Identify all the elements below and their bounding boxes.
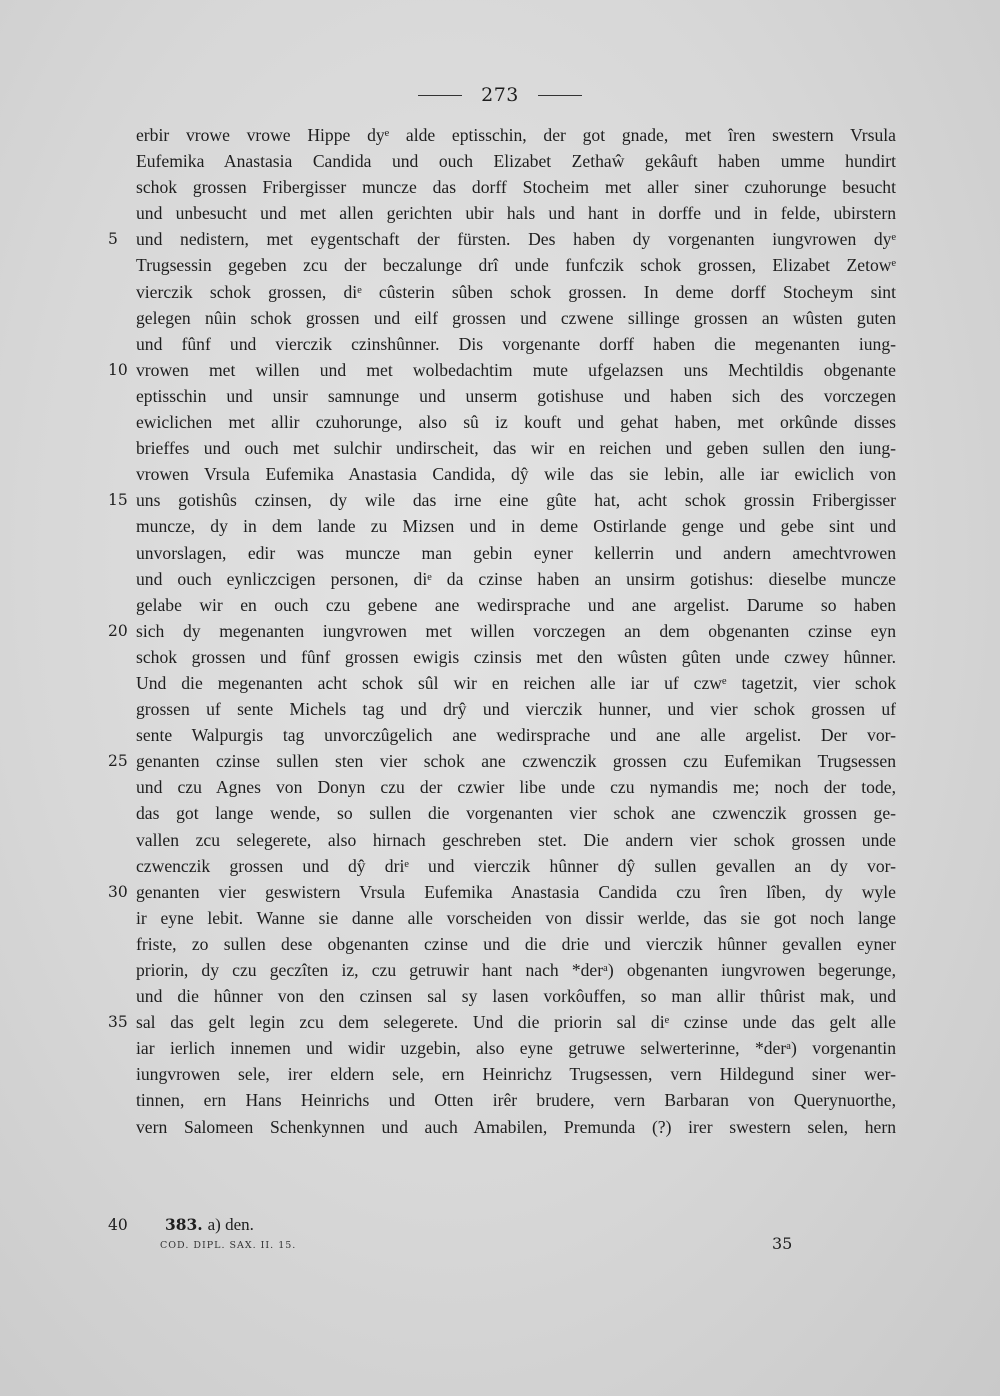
text-line xyxy=(0,513,1000,539)
text-line xyxy=(0,566,1000,592)
text-line xyxy=(0,279,1000,305)
text-line xyxy=(0,748,1000,774)
line-number: 25 xyxy=(108,752,128,771)
line-number: 15 xyxy=(108,491,128,510)
text-line xyxy=(0,592,1000,618)
line-number: 30 xyxy=(108,882,128,901)
line-number: 35 xyxy=(108,1013,128,1032)
line-text: und nedistern, met eygentschaft der fürsten. Des haben dy vorgenanten iungvrowen dyᵉ xyxy=(136,229,896,250)
line-text: brieffes und ouch met sulchir undirscheit, das wir en reichen und geben sullen den iung- xyxy=(136,438,896,459)
line-text: und unbesucht und met allen gerichten ubir hals und hant in dorffe und in felde, ubirstern xyxy=(136,203,896,224)
sheet-number: 35 xyxy=(772,1234,793,1253)
text-line xyxy=(0,827,1000,853)
text-line xyxy=(0,905,1000,931)
text-line xyxy=(0,409,1000,435)
text-line xyxy=(0,774,1000,800)
line-text: schok grossen Fribergisser muncze das dorff Stocheim met aller siner czuhorunge besucht xyxy=(136,177,896,198)
text-line xyxy=(0,1061,1000,1087)
text-line xyxy=(0,331,1000,357)
page-number: 273 xyxy=(481,84,519,106)
line-text: tinnen, ern Hans Heinrichs und Otten irêr brudere, vern Barbaran von Querynuorthe, xyxy=(136,1090,896,1111)
printer-signature: COD. DIPL. SAX. II. 15. xyxy=(160,1240,297,1251)
line-text: und czu Agnes von Donyn czu der czwier libe unde czu nymandis me; noch der tode, xyxy=(136,777,896,798)
text-line xyxy=(0,148,1000,174)
line-text: vern Salomeen Schenkynnen und auch Amabilen, Premunda (?) irer swestern selen, hern xyxy=(136,1116,896,1137)
line-text: und fûnf und vierczik czinshûnner. Dis vorgenante dorff haben die megenanten iung- xyxy=(136,333,896,354)
line-text: sich dy megenanten iungvrowen met willen vorczegen an dem obgenanten czinse eyn xyxy=(136,620,896,641)
text-line xyxy=(0,252,1000,278)
line-text: czwenczik grossen und dŷ driᵉ und vierczik hûnner dŷ sullen gevallen an dy vor- xyxy=(136,855,896,876)
line-number: 10 xyxy=(108,360,128,379)
footnote-text: a) den. xyxy=(207,1215,254,1234)
text-line xyxy=(0,696,1000,722)
text-line xyxy=(0,174,1000,200)
footnote-document-ref: 383. xyxy=(164,1215,203,1234)
text-line xyxy=(0,879,1000,905)
text-line xyxy=(0,1087,1000,1113)
text-line xyxy=(0,644,1000,670)
line-text: uns gotishûs czinsen, dy wile das irne eine gûte hat, acht schok grossin Fribergisser xyxy=(136,490,896,511)
line-text: vallen zcu selegerete, also hirnach geschreben stet. Die andern vier schok grossen unde xyxy=(136,829,896,850)
text-line xyxy=(0,461,1000,487)
text-line xyxy=(0,383,1000,409)
line-text: friste, zo sullen dese obgenanten czinse und die drie und vierczik hûnner gevallen eyner xyxy=(136,933,896,954)
line-text: ewiclichen met allir czuhorunge, also sû iz kouft und gehat haben, met orkûnde disses xyxy=(136,412,896,433)
footnote-line-number: 40 xyxy=(108,1216,128,1234)
text-line xyxy=(0,618,1000,644)
line-text: iungvrowen sele, irer eldern sele, ern Heinrichz Trugsessen, vern Hildegund siner wer- xyxy=(136,1064,896,1085)
text-line xyxy=(0,435,1000,461)
line-text: erbir vrowe vrowe Hippe dyᵉ alde eptisschin, der got gnade, met îren swestern Vrsula xyxy=(136,125,896,145)
line-text: und ouch eynliczcigen personen, diᵉ da czinse haben an unsirm gotishus: dieselbe muncze xyxy=(136,568,896,589)
header-rule-left xyxy=(418,95,462,96)
line-text: schok grossen und fûnf grossen ewigis czinsis met den wûsten gûten unde czwey hûnner. xyxy=(136,646,896,667)
line-text: sal das gelt legin zcu dem selegerete. Und die priorin sal diᵉ czinse unde das gelt alle xyxy=(136,1012,896,1033)
header-rule-right xyxy=(538,95,582,96)
text-line xyxy=(0,1035,1000,1061)
line-text: vrowen met willen und met wolbedachtim mute ufgelazsen uns Mechtildis obgenante xyxy=(136,359,896,380)
line-text: vierczik schok grossen, diᵉ cûsterin sûben schok grossen. In deme dorff Stocheym sint xyxy=(136,281,896,302)
body-text xyxy=(0,122,1000,1140)
line-text: eptisschin und unsir samnunge und unserm gotishuse und haben sich des vorczegen xyxy=(136,385,896,406)
text-line xyxy=(0,957,1000,983)
text-line xyxy=(0,122,1000,148)
footnote xyxy=(108,1213,254,1237)
text-line xyxy=(0,1009,1000,1035)
line-text: grossen uf sente Michels tag und drŷ und vierczik hunner, und vier schok grossen uf xyxy=(136,699,896,720)
line-text: priorin, dy czu geczîten iz, czu getruwir hant nach *derᵃ) obgenanten iungvrowen begerunge, xyxy=(136,960,896,980)
line-text: genanten czinse sullen sten vier schok ane czwenczik grossen czu Eufemikan Trugsessen xyxy=(136,751,896,772)
text-line xyxy=(0,931,1000,957)
line-text: genanten vier geswistern Vrsula Eufemika Anastasia Candida czu îren lîben, dy wyle xyxy=(136,881,896,902)
text-line xyxy=(0,357,1000,383)
text-line xyxy=(0,800,1000,826)
text-line xyxy=(0,853,1000,879)
line-text: sente Walpurgis tag unvorczûgelich ane wedirsprache und ane alle argelist. Der vor- xyxy=(136,725,896,746)
page-header xyxy=(0,84,1000,112)
line-text: muncze, dy in dem lande zu Mizsen und in deme Ostirlande genge und gebe sint und xyxy=(136,516,896,537)
text-line xyxy=(0,670,1000,696)
text-line xyxy=(0,540,1000,566)
line-text: gelegen nûin schok grossen und eilf grossen und czwene sillinge grossen an wûsten guten xyxy=(136,307,896,328)
text-line xyxy=(0,226,1000,252)
text-line xyxy=(0,722,1000,748)
line-text: Und die megenanten acht schok sûl wir en reichen alle iar uf czwᵉ tagetzit, vier schok xyxy=(136,672,896,693)
line-text: gelabe wir en ouch czu gebene ane wedirsprache und ane argelist. Darume so haben xyxy=(136,594,896,615)
line-text: vrowen Vrsula Eufemika Anastasia Candida, dŷ wile das sie lebin, alle iar ewiclich von xyxy=(136,464,896,485)
line-text: das got lange wende, so sullen die vorgenanten vier schok ane czwenczik grossen ge- xyxy=(136,803,896,824)
line-text: ir eyne lebit. Wanne sie danne alle vorscheiden von dissir werlde, das sie got noch lange xyxy=(136,907,896,928)
text-line xyxy=(0,487,1000,513)
text-line xyxy=(0,200,1000,226)
line-text: und die hûnner von den czinsen sal sy lasen vorkôuffen, so man allir thûrist mak, und xyxy=(136,986,896,1007)
text-line xyxy=(0,983,1000,1009)
line-text: Eufemika Anastasia Candida und ouch Elizabet Zethaŵ gekâuft haben umme hundirt xyxy=(136,151,896,172)
line-text: Trugsessin gegeben zcu der beczalunge drî unde funfczik schok grossen, Elizabet Zetowᵉ xyxy=(136,255,896,276)
line-number: 20 xyxy=(108,621,128,640)
line-number: 5 xyxy=(108,230,118,249)
line-text: unvorslagen, edir was muncze man gebin eyner kellerrin und andern amechtvrowen xyxy=(136,542,896,563)
text-line xyxy=(0,305,1000,331)
line-text: iar ierlich innemen und widir uzgebin, also eyne getruwe selwerterinne, *derᵃ) vorgenantin xyxy=(136,1038,896,1059)
text-line xyxy=(0,1114,1000,1140)
